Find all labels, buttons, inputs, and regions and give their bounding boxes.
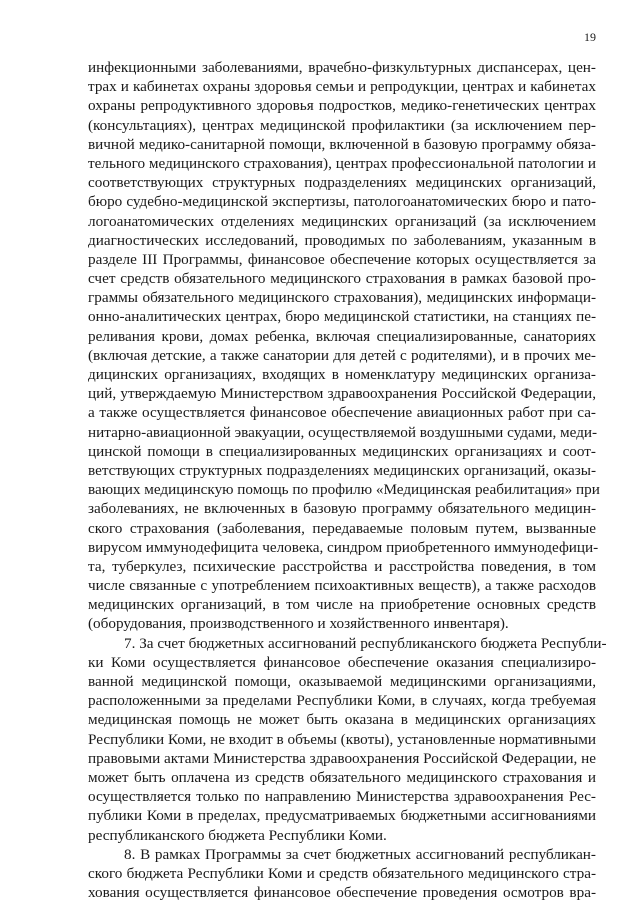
- text-line: расположенными за пределами Республики Коми, в случаях, когда требуемая: [88, 692, 596, 710]
- text-line: разделе III Программы, финансовое обеспечение которых осуществляется за: [88, 250, 596, 268]
- text-line: республиканского бюджета Республики Коми.: [88, 826, 387, 844]
- text-line: ветствующих структурных подразделениях медицинских организаций, оказы-: [88, 461, 596, 479]
- text-line: реливания крови, домах ребенка, включая специализированные, санаториях: [88, 327, 596, 345]
- text-line: правовыми актами Министерства здравоохранения Российской Федерации, не: [88, 749, 596, 767]
- text-line: публики Коми в пределах, предусматриваемых бюджетными ассигнованиями: [88, 807, 596, 825]
- text-line: ций, утверждаемую Министерством здравоохранения Российской Федерации,: [88, 385, 596, 403]
- text-line: числе связанные с употреблением психоактивных веществ), а также расходов: [88, 577, 596, 595]
- text-line: граммы обязательного медицинского страхования), медицинских информаци-: [88, 289, 596, 307]
- text-line: а также осуществляется финансовое обеспечение авиационных работ при са-: [88, 404, 596, 422]
- text-line: заболеваниях, не включенных в базовую программу обязательного медицин-: [88, 500, 596, 518]
- paragraph-7-start: 7. За счет бюджетных ассигнований республиканского бюджета Республи-: [124, 634, 607, 652]
- text-line: охраны репродуктивного здоровья подростков, медико-генетических центрах: [88, 97, 596, 115]
- text-line: цинской помощи в специализированных медицинских организациях и соот-: [88, 442, 596, 460]
- text-line: ки Коми осуществляется финансовое обеспечение оказания специализиро-: [88, 653, 596, 671]
- text-line: вирусом иммунодефицита человека, синдром приобретенного иммунодефици-: [88, 538, 599, 556]
- text-line: вающих медицинскую помощь по профилю «Медицинская реабилитация» при: [88, 481, 600, 499]
- text-line: счет средств обязательного медицинского страхования в рамках базовой про-: [88, 270, 596, 288]
- text-line: может быть оплачена из средств обязательного медицинского страхования и: [88, 768, 596, 786]
- text-line: онно-аналитических центрах, бюро медицинской статистики, на станциях пе-: [88, 308, 596, 326]
- text-line: инфекционными заболеваниями, врачебно-физкультурных диспансерах, цен-: [88, 59, 596, 76]
- text-line: (включая детские, а также санатории для детей с родителями), и в прочих ме-: [88, 346, 596, 364]
- text-line: соответствующих структурных подразделениях медицинских организаций,: [88, 174, 596, 192]
- text-line: тельного медицинского страхования), центрах профессиональной патологии и: [88, 154, 596, 172]
- text-line: трах и кабинетах охраны здоровья семьи и репродукции, центрах и кабинетах: [88, 78, 596, 96]
- document-body: [88, 58, 607, 902]
- text-line: вичной медико-санитарной помощи, включенной в базовую программу обяза-: [88, 135, 596, 153]
- text-line: бюро судебно-медицинской экспертизы, патологоанатомических бюро и пато-: [88, 193, 596, 211]
- text-line: нитарно-авиационной эвакуации, осуществляемой воздушными судами, меди-: [88, 423, 598, 441]
- text-line: (оборудования, производственного и хозяйственного инвентаря).: [88, 615, 509, 633]
- text-line: ванной медицинской помощи, оказываемой медицинскими организациями,: [88, 673, 596, 690]
- text-line: хования осуществляется финансовое обеспечение проведения осмотров вра-: [88, 884, 596, 902]
- text-line: дицинских организациях, входящих в номенклатуру медицинских организа-: [88, 366, 596, 383]
- paragraph-8-start: 8. В рамках Программы за счет бюджетных ассигнований республикан-: [124, 845, 596, 863]
- text-line: та, туберкулез, психические расстройства и расстройства поведения, в том: [88, 557, 596, 575]
- text-line: медицинских организаций, в том числе на приобретение основных средств: [88, 596, 596, 614]
- text-line: (консультациях), центрах медицинской профилактики (за исключением пер-: [88, 116, 596, 134]
- text-line: диагностических исследований, проводимых по заболеваниям, указанным в: [88, 231, 596, 249]
- text-line: ского бюджета Республики Коми и средств обязательного медицинского стра-: [88, 864, 596, 882]
- text-line: ского страхования (заболевания, передаваемые половым путем, вызванные: [88, 519, 596, 537]
- text-line: осуществляется только по направлению Министерства здравоохранения Рес-: [88, 788, 596, 806]
- text-line: медицинская помощь не может быть оказана в медицинских организациях: [88, 711, 596, 729]
- page-number: 19: [584, 30, 596, 44]
- text-line: Республики Коми, не входит в объемы (квоты), установленные нормативными: [88, 730, 596, 748]
- text-line: логоанатомических отделениях медицинских организаций (за исключением: [88, 212, 596, 230]
